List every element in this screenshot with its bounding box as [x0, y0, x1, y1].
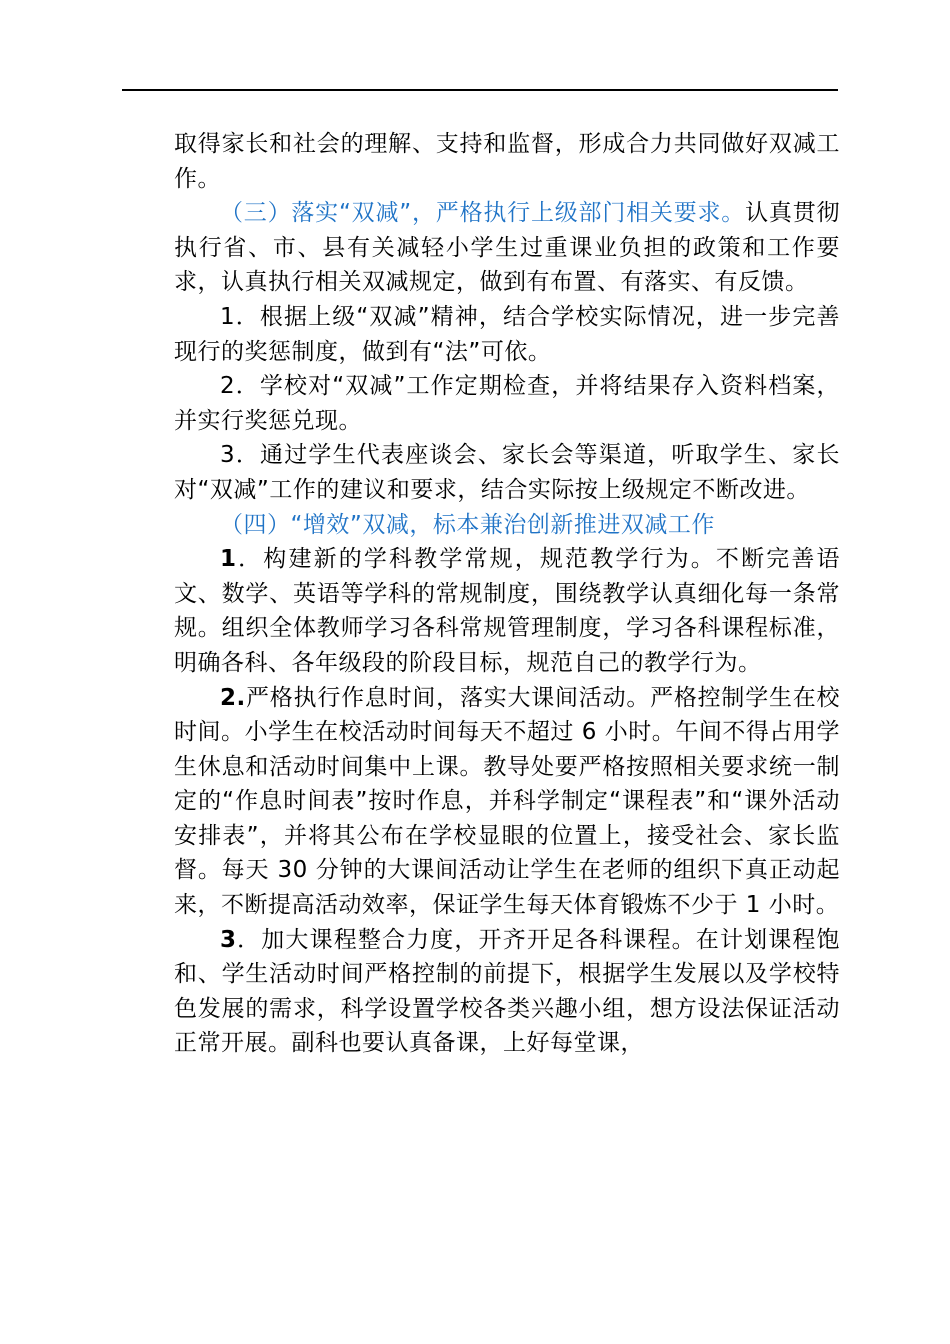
document-body [174, 127, 840, 1061]
list-item-1 [174, 300, 840, 369]
section-four-heading [174, 508, 840, 543]
item-body: ．加大课程整合力度，开齐开足各科课程。在计划课程饱和、学生活动时间严格控制的前提下，根据学生发展以及学校特色发展的需求，科学设置学校各类兴趣小组，想方设法保证活动正常开展。副科也要认真备课，上好每堂课， [174, 926, 840, 1057]
list-item-text: 3．通过学生代表座谈会、家长会等渠道，听取学生、家长对“双减”工作的建议和要求，结合实际按上级规定不断改进。 [174, 442, 840, 503]
item-number: 3 [220, 926, 237, 953]
item-body: ．构建新的学科教学常规，规范教学行为。不断完善语文、数学、英语等学科的常规制度，围绕教学认真细化每一条常规。组织全体教师学习各科常规管理制度，学习各科课程标准，明确各科、各年级段的阶段目标，规范自己的教学行为。 [174, 546, 840, 676]
section-three-paragraph [174, 196, 840, 300]
item-body: 严格执行作息时间，落实大课间活动。严格控制学生在校时间。小学生在校活动时间每天不超过 6 小时。午间不得占用学生休息和活动时间集中上课。教导处要严格按照相关要求统一制定的“作息时间表”按时作息，并科学制定“课程表”和“课外活动安排表”，并将其公布在学校显眼的位置上，接受社会、家长监督。每天 30 分钟的大课间活动让学生在老师的组织下真正动起来，不断提高活动效率，保证学生每天体育锻炼不少于 1 小时。 [174, 684, 840, 919]
list-item-text: 1．根据上级“双减”精神，结合学校实际情况，进一步完善现行的奖惩制度，做到有“法”可依。 [174, 303, 840, 365]
section-three-body: 认真贯彻执行省、市、县有关减轻小学生过重课业负担的政策和工作要求，认真执行相关双减规定，做到有布置、有落实、有反馈。 [174, 200, 840, 296]
list-item-text: 2．学校对“双减”工作定期检查，并将结果存入资料档案，并实行奖惩兑现。 [174, 373, 840, 434]
section-four-item-2 [174, 681, 840, 923]
item-number: 1 [220, 546, 237, 573]
section-four-item-3 [174, 923, 840, 1061]
item-number: 2. [220, 684, 246, 711]
list-item-2 [174, 369, 840, 438]
paragraph-continuation [174, 127, 840, 196]
section-three-heading: （三）落实“双减”，严格执行上级部门相关要求。 [220, 200, 746, 227]
list-item-3 [174, 438, 840, 507]
paragraph-text: 取得家长和社会的理解、支持和监督，形成合力共同做好双减工作。 [174, 131, 840, 192]
header-rule [122, 89, 838, 91]
section-heading-text: （四）“增效”双减，标本兼治创新推进双减工作 [220, 511, 715, 538]
section-four-item-1 [174, 542, 840, 680]
